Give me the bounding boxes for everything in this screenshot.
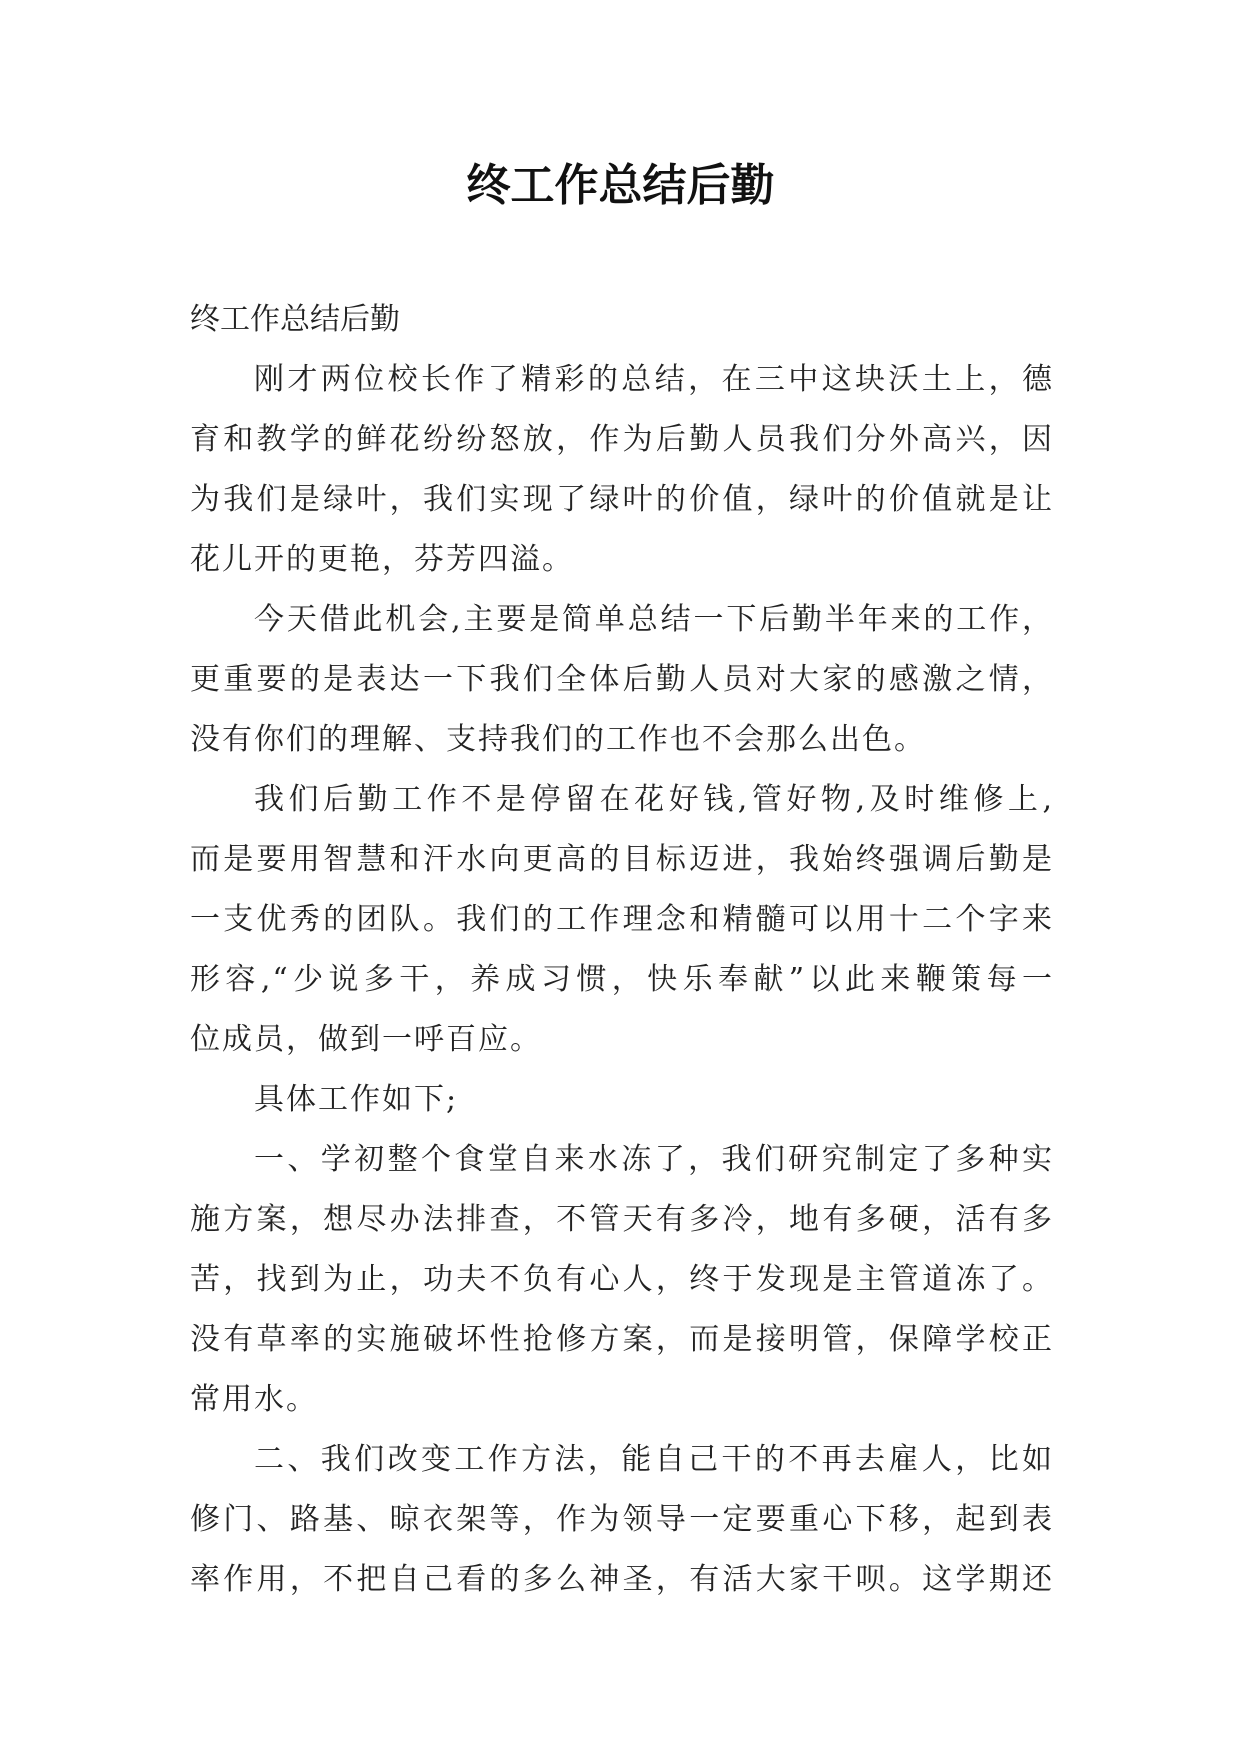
paragraph-line: 今天借此机会,主要是简单总结一下后勤半年来的工作， bbox=[254, 602, 1054, 637]
paragraph bbox=[190, 350, 1054, 590]
paragraph-line: 修门、路基、晾衣架等，作为领导一定要重心下移，起到表 bbox=[190, 1502, 1054, 1537]
paragraph-line: 率作用，不把自己看的多么神圣，有活大家干呗。这学期还 bbox=[190, 1562, 1054, 1597]
paragraph bbox=[190, 590, 1054, 770]
document-subtitle: 终工作总结后勤 bbox=[190, 302, 400, 337]
paragraph bbox=[190, 1070, 1054, 1130]
paragraph-line: 更重要的是表达一下我们全体后勤人员对大家的感激之情， bbox=[190, 662, 1054, 697]
paragraph-line: 一、学初整个食堂自来水冻了，我们研究制定了多种实 bbox=[254, 1142, 1054, 1177]
paragraph-line: 育和教学的鲜花纷纷怒放，作为后勤人员我们分外高兴，因 bbox=[190, 422, 1054, 457]
paragraph-line: 苦，找到为止，功夫不负有心人，终于发现是主管道冻了。 bbox=[190, 1262, 1054, 1297]
paragraph-line: 花儿开的更艳，芬芳四溢。 bbox=[190, 542, 574, 577]
document-title: 终工作总结后勤 bbox=[466, 160, 775, 211]
paragraph-line: 我们后勤工作不是停留在花好钱,管好物,及时维修上, bbox=[254, 782, 1054, 817]
paragraph-line: 一支优秀的团队。我们的工作理念和精髓可以用十二个字来 bbox=[190, 902, 1054, 937]
paragraph-line: 为我们是绿叶，我们实现了绿叶的价值，绿叶的价值就是让 bbox=[190, 482, 1054, 517]
paragraph-line: 具体工作如下; bbox=[254, 1082, 459, 1117]
paragraph bbox=[190, 1430, 1054, 1610]
paragraph-line: 位成员，做到一呼百应。 bbox=[190, 1022, 542, 1057]
document-body bbox=[190, 290, 1054, 1610]
paragraph bbox=[190, 1130, 1054, 1430]
paragraph-line: 施方案，想尽办法排查，不管天有多冷，地有多硬，活有多 bbox=[190, 1202, 1054, 1237]
paragraph-line: 没有草率的实施破坏性抢修方案，而是接明管，保障学校正 bbox=[190, 1322, 1054, 1357]
paragraph-line: 形容,“少说多干，养成习惯，快乐奉献”以此来鞭策每一 bbox=[190, 962, 1054, 997]
paragraph-line: 而是要用智慧和汗水向更高的目标迈进，我始终强调后勤是 bbox=[190, 842, 1054, 877]
paragraph-line: 刚才两位校长作了精彩的总结，在三中这块沃土上，德 bbox=[254, 362, 1054, 397]
paragraph-line: 没有你们的理解、支持我们的工作也不会那么出色。 bbox=[190, 722, 926, 757]
paragraph-line: 二、我们改变工作方法，能自己干的不再去雇人，比如 bbox=[254, 1442, 1054, 1477]
paragraph-line: 常用水。 bbox=[190, 1382, 318, 1417]
paragraph bbox=[190, 770, 1054, 1070]
